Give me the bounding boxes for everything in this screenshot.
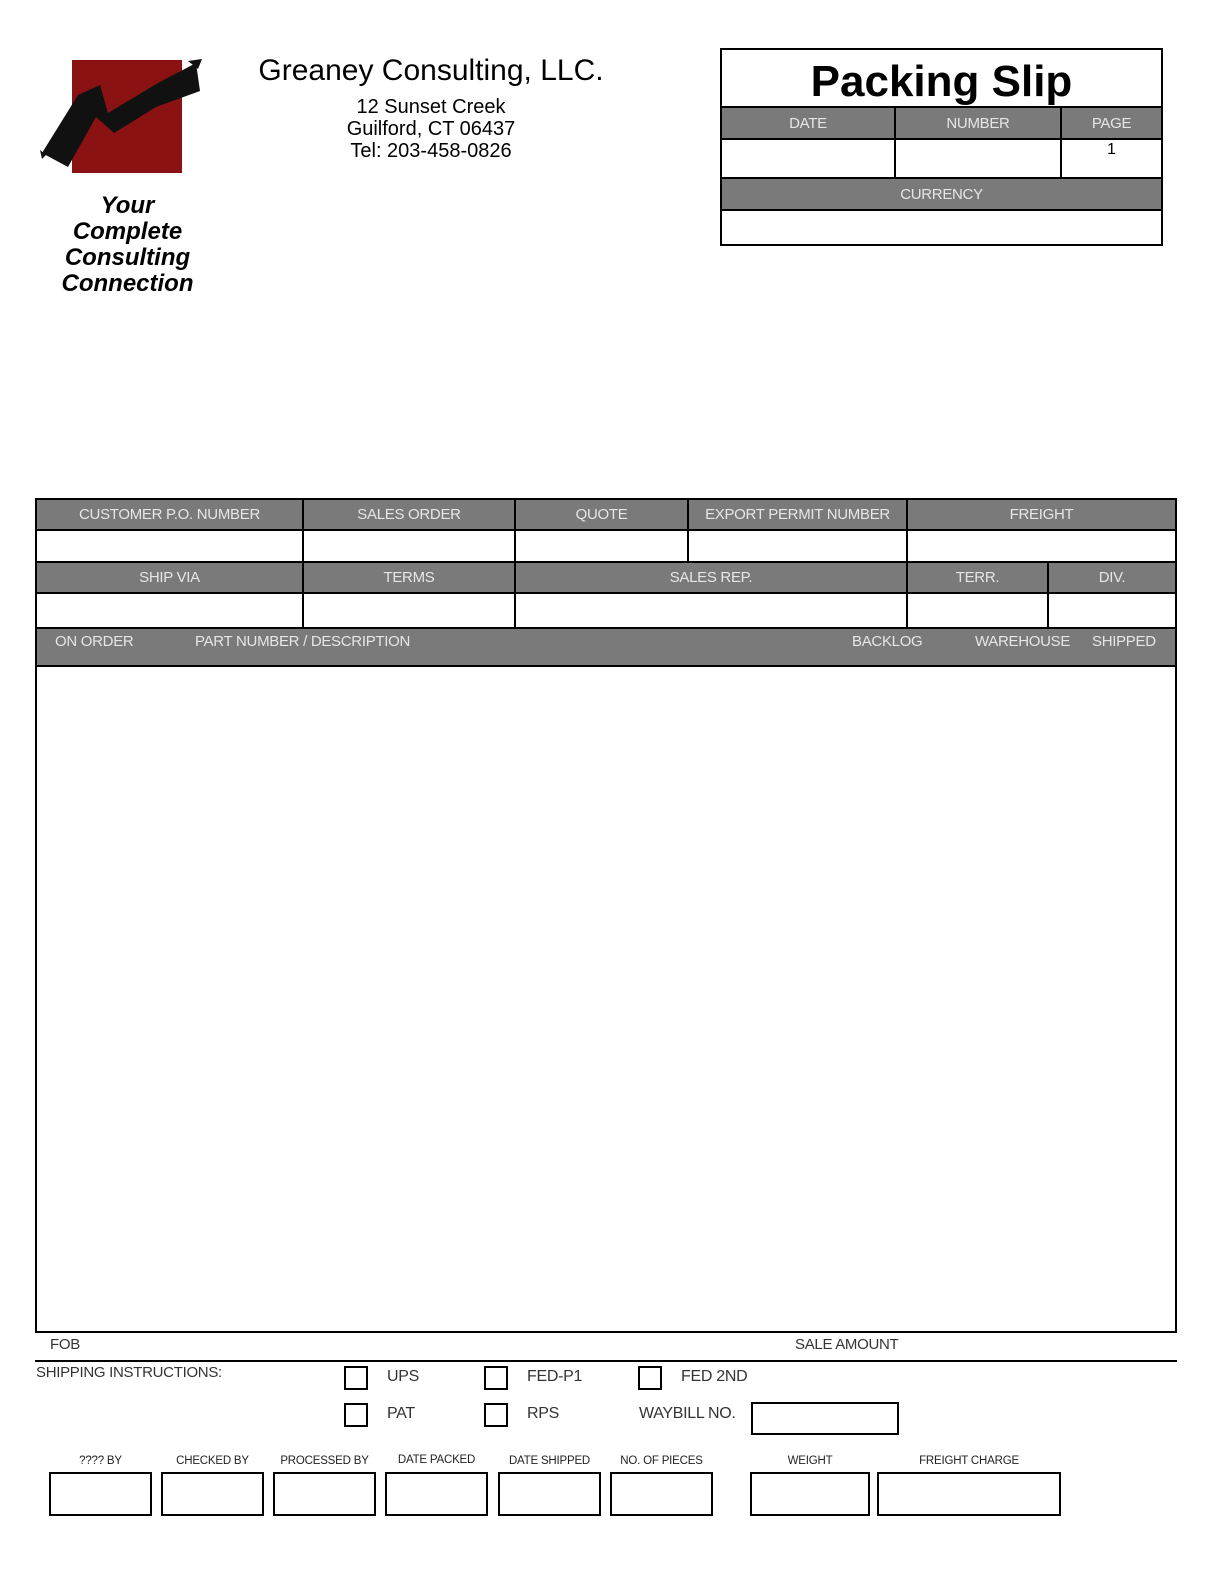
sales-rep-label: SALES REP. [516,563,906,592]
checked-by-field[interactable] [161,1472,264,1516]
items-header [37,629,1175,665]
sales-rep-field[interactable] [516,594,906,627]
freight-label: FREIGHT [908,500,1175,529]
freight-field[interactable] [908,531,1175,561]
date-packed-label: DATE PACKED [397,1454,476,1466]
fed-p1-checkbox[interactable] [484,1366,508,1390]
export-permit-field[interactable] [689,531,906,561]
sales-order-field[interactable] [304,531,514,561]
ship-via-label: SHIP VIA [37,563,302,592]
terms-label: TERMS [304,563,514,592]
currency-label: CURRENCY [722,179,1161,209]
export-permit-label: EXPORT PERMIT NUMBER [689,500,906,529]
tagline-line: Consulting [64,244,191,271]
fob-label: FOB [50,1336,80,1353]
company-logo [38,55,208,180]
page-field[interactable]: 1 [1062,140,1161,177]
processed-by-label: PROCESSED BY [280,1455,369,1467]
terr-label: TERR. [908,563,1047,592]
fed-2nd-checkbox[interactable] [638,1366,662,1390]
freight-charge-label: FREIGHT CHARGE [919,1455,1019,1467]
shipping-instructions-label: SHIPPING INSTRUCTIONS: [36,1364,222,1381]
terr-field[interactable] [908,594,1047,627]
address-line-1: 12 Sunset Creek [356,96,506,118]
fed-2nd-label: FED 2ND [681,1368,748,1385]
tagline-line: Your [100,192,155,219]
warehouse-header: WAREHOUSE [975,633,1071,650]
customer-po-label: CUSTOMER P.O. NUMBER [37,500,302,529]
order-table [35,498,1177,1333]
div-field[interactable] [1049,594,1175,627]
freight-charge-field[interactable] [877,1472,1061,1516]
company-tagline [40,193,215,297]
address-line-2: Guilford, CT 06437 [346,118,516,140]
sales-order-label: SALES ORDER [304,500,514,529]
shipped-header: SHIPPED [1092,633,1156,650]
tagline-line: Complete [72,218,183,245]
date-label: DATE [722,108,894,138]
divider [35,1360,1177,1362]
ship-via-field[interactable] [37,594,302,627]
quote-field[interactable] [516,531,687,561]
items-area[interactable] [37,667,1175,1331]
tagline-line: Connection [61,270,194,297]
page-label: PAGE [1062,108,1161,138]
currency-field[interactable] [722,211,1161,244]
weight-label: WEIGHT [787,1455,833,1467]
company-name: Greaney Consulting, LLC. [258,54,604,87]
number-label: NUMBER [896,108,1060,138]
date-field[interactable] [722,140,894,177]
pat-label: PAT [387,1405,415,1422]
by-label: ???? BY [79,1455,122,1467]
ups-checkbox[interactable] [344,1366,368,1390]
terms-field[interactable] [304,594,514,627]
date-shipped-label: DATE SHIPPED [508,1455,591,1467]
rps-label: RPS [527,1405,559,1422]
checked-by-label: CHECKED BY [176,1455,249,1467]
quote-label: QUOTE [516,500,687,529]
date-packed-field[interactable] [385,1472,488,1516]
number-field[interactable] [896,140,1060,177]
company-address [236,96,626,162]
phone-line: Tel: 203-458-0826 [350,140,512,162]
customer-po-field[interactable] [37,531,302,561]
slip-title: Packing Slip [722,50,1161,106]
processed-by-field[interactable] [273,1472,376,1516]
rps-checkbox[interactable] [484,1403,508,1427]
ups-label: UPS [387,1368,419,1385]
waybill-label: WAYBILL NO. [639,1405,736,1422]
div-label: DIV. [1049,563,1175,592]
date-shipped-field[interactable] [498,1472,601,1516]
on-order-header: ON ORDER [55,633,134,650]
weight-field[interactable] [750,1472,870,1516]
pat-checkbox[interactable] [344,1403,368,1427]
pieces-field[interactable] [610,1472,713,1516]
packing-slip-box [720,48,1163,246]
part-description-header: PART NUMBER / DESCRIPTION [195,633,411,650]
sale-amount-label: SALE AMOUNT [795,1336,899,1353]
fed-p1-label: FED-P1 [527,1368,583,1385]
by-field[interactable] [49,1472,152,1516]
waybill-field[interactable] [751,1402,899,1435]
pieces-label: NO. OF PIECES [620,1455,703,1467]
backlog-header: BACKLOG [852,633,923,650]
